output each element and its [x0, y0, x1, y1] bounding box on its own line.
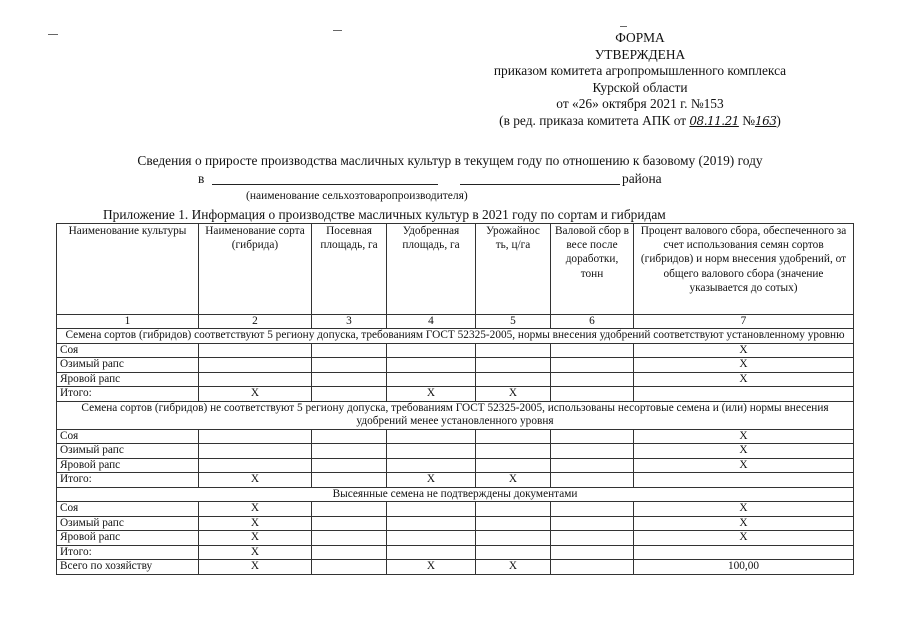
header-cell: Валовой сбор в весе после доработки, тонн — [551, 224, 634, 315]
approval-block — [470, 30, 810, 130]
value-cell — [387, 516, 476, 531]
value-cell — [199, 343, 312, 358]
crop-name-cell: Соя — [57, 502, 199, 517]
value-cell — [312, 473, 387, 488]
value-cell — [312, 502, 387, 517]
value-cell — [476, 531, 551, 546]
value-cell — [634, 387, 854, 402]
value-cell — [634, 545, 854, 560]
value-cell: Х — [387, 560, 476, 575]
edit-number-label: № — [742, 112, 755, 128]
oilseed-table — [56, 223, 854, 575]
value-cell — [312, 387, 387, 402]
value-cell: 100,00 — [634, 560, 854, 575]
value-cell — [476, 372, 551, 387]
value-cell — [387, 545, 476, 560]
table-row — [57, 560, 854, 575]
header-cell: Удобренная площадь, га — [387, 224, 476, 315]
value-cell — [199, 358, 312, 373]
value-cell — [551, 444, 634, 459]
producer-hint: (наименование сельхозтоваропроизводителя) — [246, 190, 468, 202]
crop-name-cell: Итого: — [57, 545, 199, 560]
section-title: Семена сортов (гибридов) соответствуют 5 региону допуска, требованиям ГОСТ 52325-2005, нормы внесения удобрений соответствуют установленному уровню — [57, 329, 854, 344]
column-number: 7 — [634, 315, 854, 329]
edit-prefix: (в ред. приказа комитета АПК от — [499, 112, 690, 128]
crop-name-cell: Яровой рапс — [57, 372, 199, 387]
table-row — [57, 473, 854, 488]
value-cell — [387, 372, 476, 387]
value-cell: Х — [634, 372, 854, 387]
handwritten-date: 08.11.21 — [689, 113, 739, 128]
crop-name-cell: Итого: — [57, 387, 199, 402]
value-cell — [312, 444, 387, 459]
value-cell — [312, 516, 387, 531]
value-cell — [312, 560, 387, 575]
crop-name-cell: Итого: — [57, 473, 199, 488]
value-cell — [312, 545, 387, 560]
crop-name-cell: Всего по хозяйству — [57, 560, 199, 575]
value-cell — [387, 358, 476, 373]
value-cell — [387, 444, 476, 459]
header-row — [57, 224, 854, 315]
section-header-row — [57, 329, 854, 344]
value-cell — [476, 516, 551, 531]
column-number: 3 — [312, 315, 387, 329]
value-cell — [476, 343, 551, 358]
document-title: Сведения о приросте производства масличных культур в текущем году по отношению к базовому (2019) году — [137, 153, 763, 168]
scan-speck — [48, 34, 58, 35]
column-number: 4 — [387, 315, 476, 329]
value-cell — [387, 458, 476, 473]
appendix-title: Приложение 1. Информация о производстве масличных культур в 2021 году по сортам и гибридам — [103, 207, 666, 222]
header-cell: Наименование культуры — [57, 224, 199, 315]
table-row — [57, 343, 854, 358]
value-cell: Х — [476, 387, 551, 402]
crop-name-cell: Соя — [57, 343, 199, 358]
crop-name-cell: Озимый рапс — [57, 358, 199, 373]
value-cell — [476, 444, 551, 459]
value-cell — [199, 444, 312, 459]
value-cell — [199, 372, 312, 387]
column-number-row — [57, 315, 854, 329]
header-cell: Процент валового сбора, обеспеченного за счет использования семян сортов (гибридов) и норм внесения удобрений, от общего валового сбора (значение указывается до сотых) — [634, 224, 854, 315]
header-cell: Наименование сорта (гибрида) — [199, 224, 312, 315]
table-row — [57, 372, 854, 387]
value-cell — [476, 502, 551, 517]
value-cell — [476, 458, 551, 473]
column-number: 2 — [199, 315, 312, 329]
value-cell — [551, 473, 634, 488]
value-cell — [312, 458, 387, 473]
value-cell — [551, 560, 634, 575]
value-cell — [476, 358, 551, 373]
value-cell: Х — [634, 343, 854, 358]
edit-suffix: ) — [776, 112, 781, 128]
value-cell — [551, 429, 634, 444]
value-cell — [476, 429, 551, 444]
handwritten-number: 163 — [755, 113, 777, 128]
value-cell — [551, 358, 634, 373]
value-cell — [551, 502, 634, 517]
table-row — [57, 429, 854, 444]
value-cell — [312, 358, 387, 373]
table-row — [57, 444, 854, 459]
edit-line — [470, 113, 810, 130]
prefix-v: в — [198, 171, 205, 186]
column-number: 1 — [57, 315, 199, 329]
value-cell — [551, 458, 634, 473]
value-cell: Х — [199, 516, 312, 531]
value-cell — [551, 516, 634, 531]
crop-name-cell: Озимый рапс — [57, 516, 199, 531]
value-cell — [387, 343, 476, 358]
value-cell — [387, 502, 476, 517]
value-cell — [551, 387, 634, 402]
table-row — [57, 358, 854, 373]
section-header-row — [57, 487, 854, 502]
value-cell — [476, 545, 551, 560]
value-cell — [387, 429, 476, 444]
header-line: ФОРМА — [615, 30, 665, 45]
header-cell: Урожайнос ть, ц/га — [476, 224, 551, 315]
value-cell — [312, 531, 387, 546]
value-cell: Х — [634, 358, 854, 373]
value-cell — [312, 372, 387, 387]
value-cell: Х — [199, 545, 312, 560]
section-title: Высеянные семена не подтверждены документами — [57, 487, 854, 502]
header-line: от «26» октября 2021 г. №153 — [556, 96, 724, 112]
header-line: приказом комитета агропромышленного комплекса — [493, 63, 787, 79]
value-cell — [634, 473, 854, 488]
value-cell: Х — [476, 560, 551, 575]
value-cell: Х — [634, 429, 854, 444]
value-cell: Х — [634, 458, 854, 473]
section-title: Семена сортов (гибридов) не соответствуют 5 региону допуска, требованиям ГОСТ 52325-2005, использованы несортовые семена и (или) нормы внесения удобрений менее установленного уровня — [57, 401, 854, 429]
section-header-row — [57, 401, 854, 429]
value-cell: Х — [387, 473, 476, 488]
header-line: УТВЕРЖДЕНА — [594, 46, 686, 62]
value-cell: Х — [199, 473, 312, 488]
value-cell — [551, 545, 634, 560]
value-cell — [551, 372, 634, 387]
table-row — [57, 502, 854, 517]
value-cell — [551, 343, 634, 358]
crop-name-cell: Яровой рапс — [57, 458, 199, 473]
table-row — [57, 531, 854, 546]
region-label: района — [622, 171, 662, 186]
value-cell: Х — [634, 444, 854, 459]
column-number: 5 — [476, 315, 551, 329]
scan-speck — [333, 30, 342, 31]
value-cell: Х — [634, 531, 854, 546]
value-cell: Х — [387, 387, 476, 402]
table-row — [57, 516, 854, 531]
crop-name-cell: Яровой рапс — [57, 531, 199, 546]
value-cell — [199, 429, 312, 444]
value-cell: Х — [199, 502, 312, 517]
header-line: Курской области — [592, 79, 688, 95]
value-cell — [312, 429, 387, 444]
crop-name-cell: Соя — [57, 429, 199, 444]
value-cell: Х — [476, 473, 551, 488]
region-blank-line — [460, 184, 620, 185]
value-cell: Х — [199, 560, 312, 575]
header-cell: Посевная площадь, га — [312, 224, 387, 315]
value-cell: Х — [199, 387, 312, 402]
value-cell — [387, 531, 476, 546]
value-cell — [312, 343, 387, 358]
value-cell — [199, 458, 312, 473]
producer-blank-line — [212, 184, 438, 185]
column-number: 6 — [551, 315, 634, 329]
table-row — [57, 545, 854, 560]
value-cell: Х — [199, 531, 312, 546]
value-cell — [551, 531, 634, 546]
table-row — [57, 387, 854, 402]
table-row — [57, 458, 854, 473]
value-cell: Х — [634, 502, 854, 517]
scan-speck — [620, 26, 627, 27]
value-cell: Х — [634, 516, 854, 531]
crop-name-cell: Озимый рапс — [57, 444, 199, 459]
